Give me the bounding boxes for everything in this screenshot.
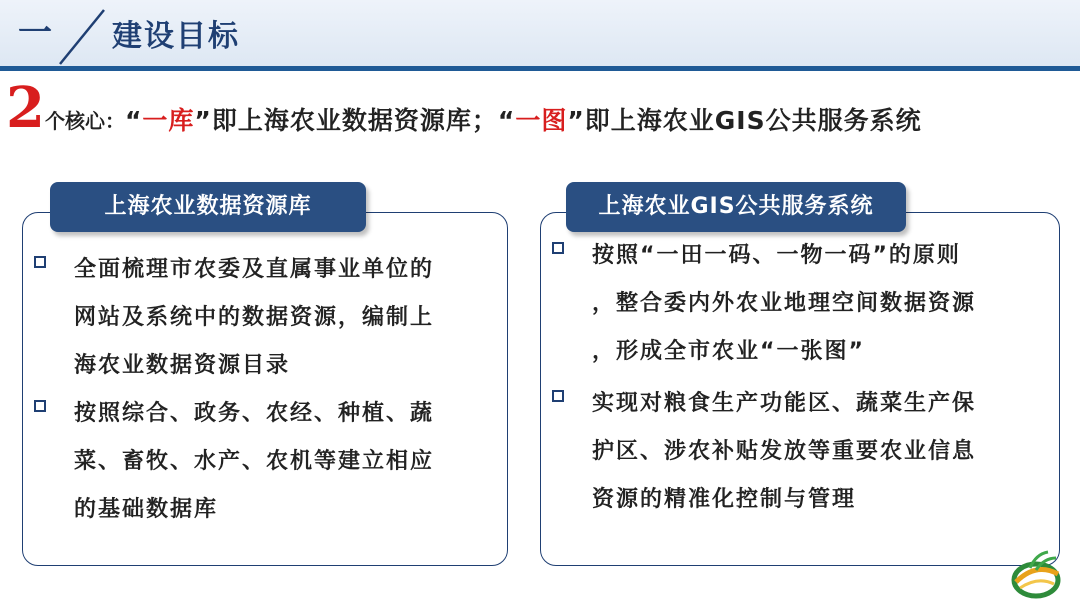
square-bullet-icon [552, 390, 564, 402]
slash-divider-icon [52, 6, 112, 68]
text-line: 的基础数据库 [74, 497, 219, 522]
text-line: 实现对粮食生产功能区、蔬菜生产保 [592, 391, 977, 416]
text-line: 海农业数据资源目录 [74, 353, 291, 378]
quote-open-2: “ [497, 106, 516, 135]
core-count: 2 [6, 75, 45, 141]
text-line: ，形成全市农业“一张图” [592, 339, 865, 364]
text-line: 网站及系统中的数据资源，编制上 [74, 305, 435, 330]
summary-line [6, 75, 1076, 141]
list-item-text [592, 380, 976, 524]
text-line: 护区、涉农补贴发放等重要农业信息 [592, 439, 977, 464]
page-title: 建设目标 [112, 19, 240, 54]
text-line: ，整合委内外农业地理空间数据资源 [592, 291, 977, 316]
core-word-1: 一库 [142, 106, 195, 135]
list-item-text [592, 232, 976, 376]
text-line: 按照“一田一码、一物一码”的原则 [592, 243, 961, 268]
quote-open-1: “ [124, 106, 143, 135]
core-desc-2: 即上海农业GIS公共服务系统 [584, 106, 922, 135]
square-bullet-icon [34, 400, 46, 412]
square-bullet-icon [552, 242, 564, 254]
text-line: 按照综合、政务、农经、种植、蔬 [74, 401, 435, 426]
database-panel-tag: 上海农业数据资源库 [50, 182, 366, 232]
square-bullet-icon [34, 256, 46, 268]
list-item-text [74, 246, 434, 390]
header-divider [0, 66, 1080, 71]
text-line: 资源的精准化控制与管理 [592, 487, 857, 512]
text-line: 全面梳理市农委及直属事业单位的 [74, 257, 435, 282]
quote-close-1: ” [194, 106, 212, 135]
text-line: 菜、畜牧、水产、农机等建立相应 [74, 449, 435, 474]
list-item-text [74, 390, 434, 534]
agriculture-logo-icon [1000, 548, 1070, 604]
quote-close-2: ” [567, 106, 585, 135]
core-word-2: 一图 [515, 106, 568, 135]
core-desc-1: 即上海农业数据资源库； [211, 106, 498, 135]
section-number: 一 [18, 13, 52, 53]
title-bar [0, 0, 1080, 68]
core-label: 个核心： [44, 109, 125, 133]
gis-panel-tag: 上海农业GIS公共服务系统 [566, 182, 906, 232]
